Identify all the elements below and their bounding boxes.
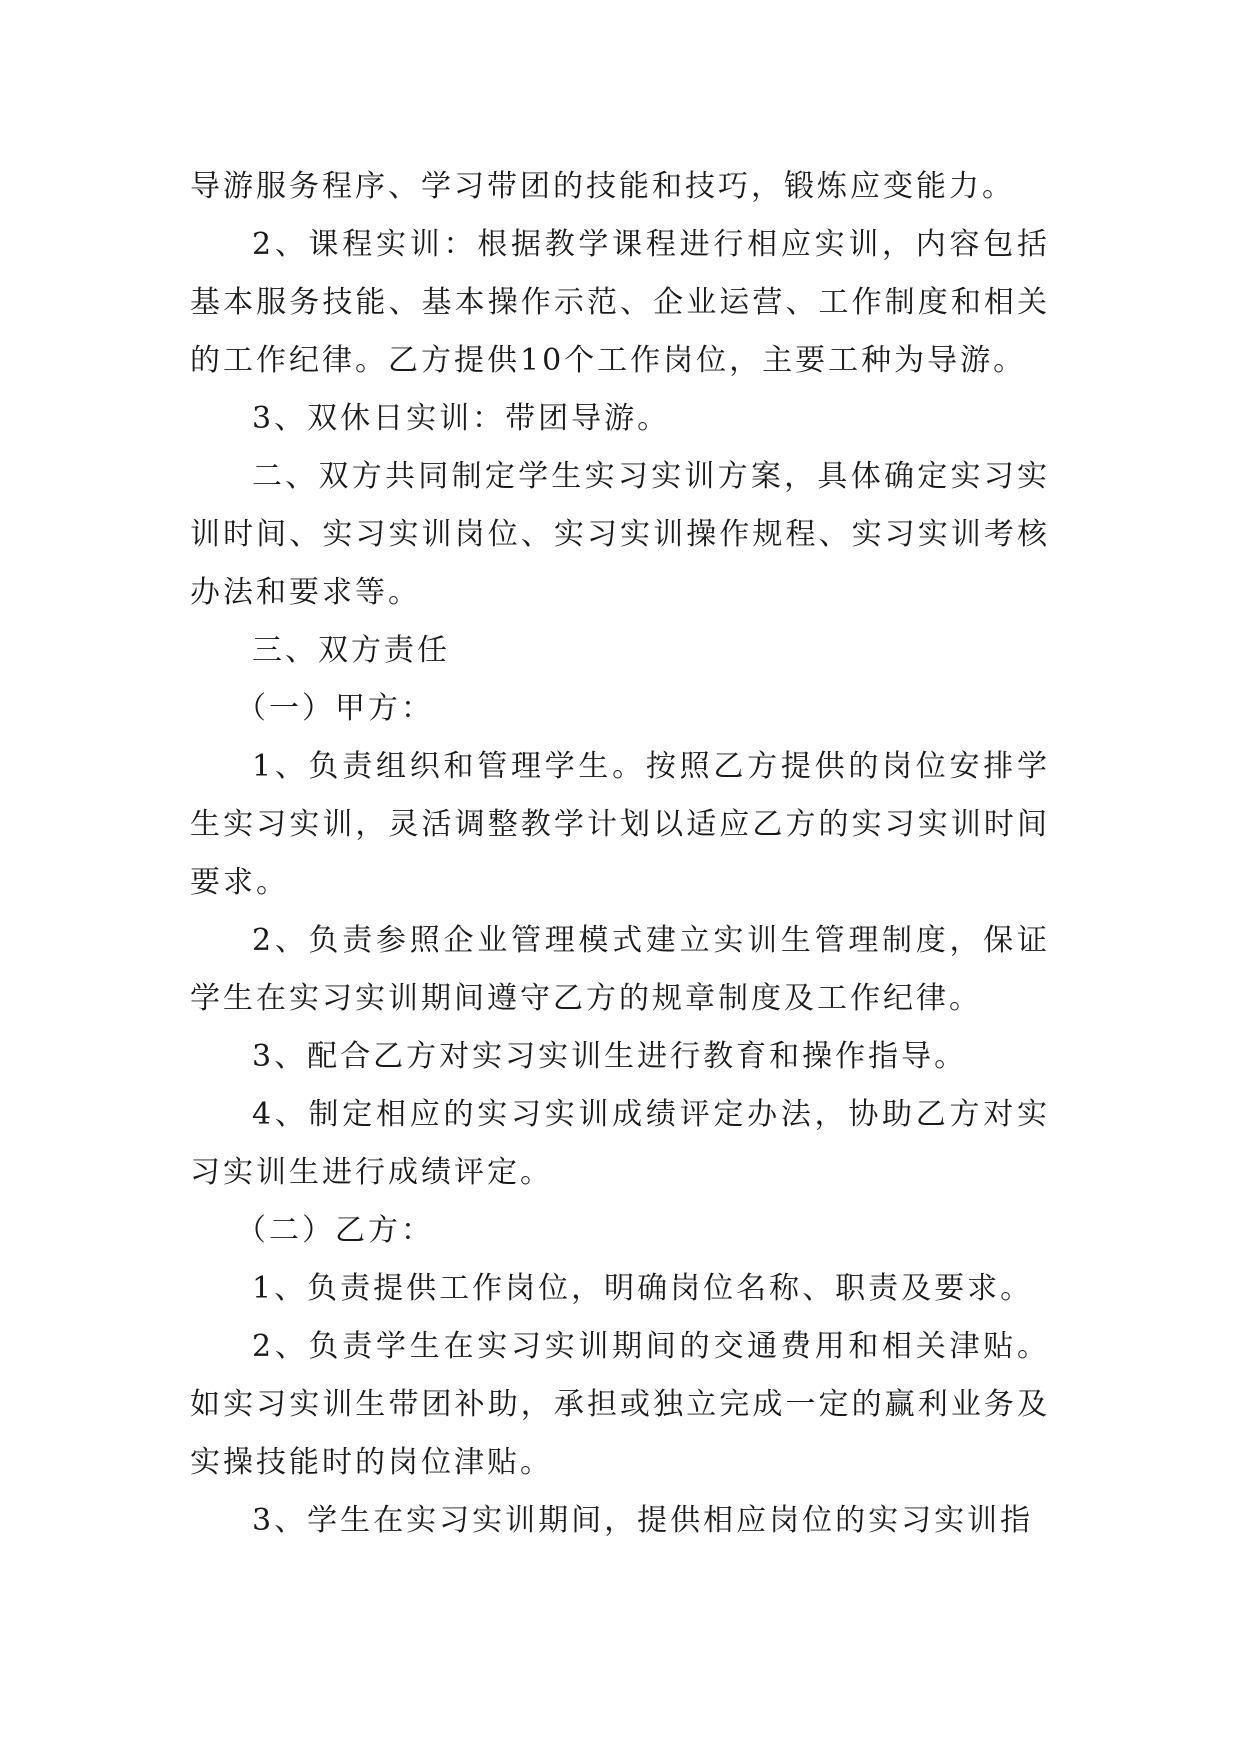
paragraph-section-two: 二、双方共同制定学生实习实训方案，具体确定实习实训时间、实习实训岗位、实习实训操作规程、实习实训考核办法和要求等。 bbox=[190, 459, 1050, 610]
paragraph-party-a-item-1: 1、负责组织和管理学生。按照乙方提供的岗位安排学生实习实训，灵活调整教学计划以适应乙方的实习实训时间要求。 bbox=[190, 749, 1050, 900]
paragraph-party-b-item-3: 3、学生在实习实训期间，提供相应岗位的实习实训指 bbox=[252, 1503, 1034, 1538]
document-body bbox=[190, 158, 1050, 1550]
paragraph-weekend-training: 3、双休日实训：带团导游。 bbox=[252, 401, 671, 436]
paragraph-continuation: 导游服务程序、学习带团的技能和技巧，锻炼应变能力。 bbox=[190, 169, 1015, 204]
paragraph-party-b-item-2: 2、负责学生在实习实训期间的交通费用和相关津贴。如实习实训生带团补助，承担或独立完成一定的赢利业务及实操技能时的岗位津贴。 bbox=[190, 1329, 1050, 1480]
heading-section-three: 三、双方责任 bbox=[252, 633, 450, 668]
paragraph-course-training: 2、课程实训：根据教学课程进行相应实训，内容包括基本服务技能、基本操作示范、企业运营、工作制度和相关的工作纪律。乙方提供10个工作岗位，主要工种为导游。 bbox=[190, 227, 1050, 378]
paragraph-party-b-item-1: 1、负责提供工作岗位，明确岗位名称、职责及要求。 bbox=[252, 1271, 1034, 1306]
subheading-party-a: （一）甲方： bbox=[236, 691, 434, 726]
paragraph-party-a-item-4: 4、制定相应的实习实训成绩评定办法，协助乙方对实习实训生进行成绩评定。 bbox=[190, 1097, 1050, 1190]
paragraph-party-a-item-2: 2、负责参照企业管理模式建立实训生管理制度，保证学生在实习实训期间遵守乙方的规章制度及工作纪律。 bbox=[190, 923, 1050, 1016]
paragraph-party-a-item-3: 3、配合乙方对实习实训生进行教育和操作指导。 bbox=[252, 1039, 968, 1074]
subheading-party-b: （二）乙方： bbox=[236, 1213, 434, 1248]
